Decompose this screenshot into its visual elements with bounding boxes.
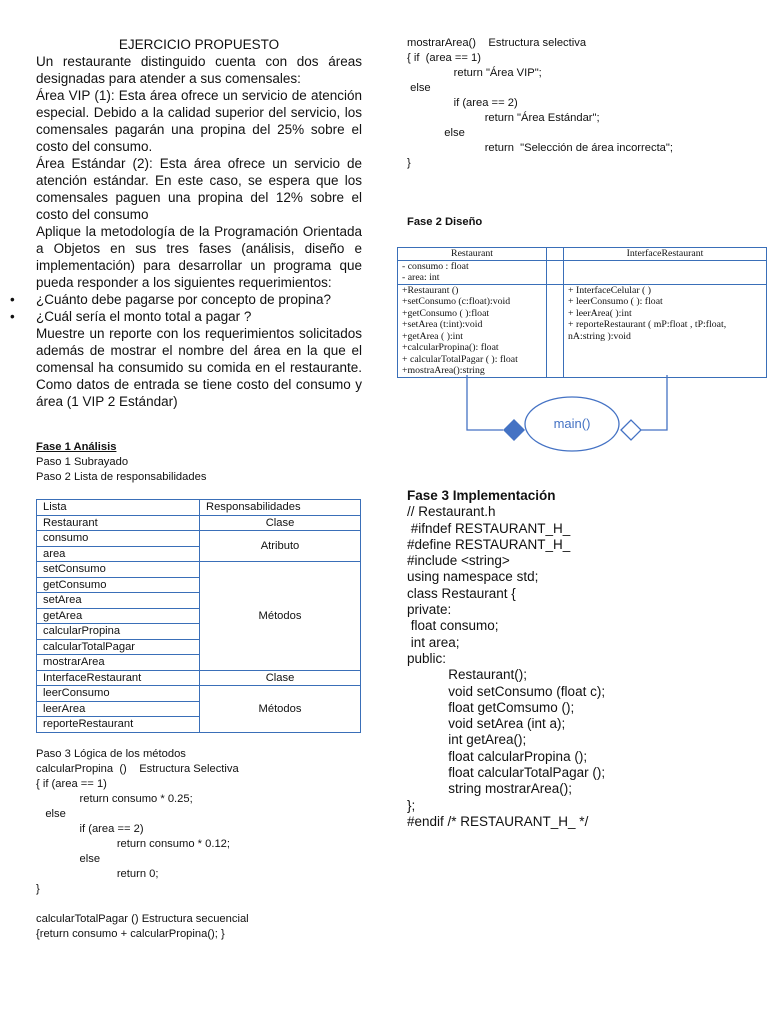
fase2-title: Fase 2 Diseño xyxy=(407,216,483,228)
uml-diagram xyxy=(397,247,767,378)
code-line: else xyxy=(36,852,101,865)
requirement-item: • ¿Cuál sería el monto total a pagar ? xyxy=(36,308,362,325)
uml-spacer xyxy=(547,260,564,284)
code-line: else xyxy=(407,82,431,94)
code-line: #ifndef RESTAURANT_H_ xyxy=(407,520,571,536)
table-header-lista: Lista xyxy=(37,500,200,516)
uml-spacer xyxy=(547,248,564,261)
area-vip-paragraph: Área VIP (1): Esta área ofrece un servicio de atención especial. Debido a la calidad superior del servicio, los comensales pagarán una propina del 25% sobre el costo del consumo. xyxy=(36,88,362,154)
table-cell: setConsumo xyxy=(37,562,200,578)
table-cell: Clase xyxy=(200,515,361,531)
table-cell: mostrarArea xyxy=(37,655,200,671)
table-row xyxy=(37,531,361,547)
code-line: float calcularPropina (); xyxy=(407,748,588,764)
table-cell-metodos: Métodos xyxy=(200,562,361,671)
uml-methods-row xyxy=(398,284,767,377)
uml-method: +mostraArea():string xyxy=(402,365,485,376)
paso1-label: Paso 1 Subrayado xyxy=(36,456,129,468)
uml-method: + calcularTotalPagar ( ): float xyxy=(402,353,518,365)
table-cell: getArea xyxy=(37,608,200,624)
table-row xyxy=(37,515,361,531)
uml-method: +calcularPropina(): float xyxy=(402,342,499,353)
table-cell: InterfaceRestaurant xyxy=(37,670,200,686)
uml-attr: - consumo : float xyxy=(402,260,469,272)
uml-relations xyxy=(397,375,767,475)
table-header-row xyxy=(37,500,361,516)
code-line: { if (area == 1) xyxy=(36,777,107,790)
code-line: float getComsumo (); xyxy=(407,699,575,715)
code-line: Restaurant(); xyxy=(407,667,528,683)
uml-attr: - area: int xyxy=(402,272,440,283)
paso3-title: Paso 3 Lógica de los métodos xyxy=(36,747,186,760)
uml-class-name: Restaurant xyxy=(398,248,547,261)
uml-attrs-row xyxy=(398,260,767,284)
right-column xyxy=(407,36,737,230)
code-line: #define RESTAURANT_H_ xyxy=(407,536,571,552)
code-line: return "Área Estándar"; xyxy=(407,112,600,124)
code-line: } xyxy=(36,882,40,895)
table-cell: Restaurant xyxy=(37,515,200,531)
code-line: using namespace std; xyxy=(407,569,539,585)
code-line: calcularTotalPagar () Estructura secuencial xyxy=(36,912,249,925)
table-cell: consumo xyxy=(37,531,200,547)
uml-method: + reporteRestaurant ( mP:float , tP:float, xyxy=(568,319,727,330)
table-cell: leerConsumo xyxy=(37,686,200,702)
code-line: #include <string> xyxy=(407,553,510,569)
code-line: else xyxy=(407,127,465,139)
fase3-title: Fase 3 Implementación xyxy=(407,488,556,503)
code-line: void setArea (int a); xyxy=(407,716,566,732)
code-line: float calcularTotalPagar (); xyxy=(407,765,606,781)
code-line: void setConsumo (float c); xyxy=(407,683,606,699)
table-cell: reporteRestaurant xyxy=(37,717,200,733)
main-label: main() xyxy=(553,416,591,431)
uml-methods xyxy=(398,284,547,377)
left-column xyxy=(36,36,362,942)
uml-method: +setConsumo (c:float):void xyxy=(402,296,511,307)
table-cell-atributo: Atributo xyxy=(200,531,361,562)
uml-attrs xyxy=(398,260,547,284)
table-cell: Clase xyxy=(200,670,361,686)
code-line: if (area == 2) xyxy=(407,97,518,109)
table-cell: getConsumo xyxy=(37,577,200,593)
code-line: int area; xyxy=(407,634,460,650)
fase3-section xyxy=(407,488,737,830)
code-line: // Restaurant.h xyxy=(407,504,496,520)
uml-method: +getConsumo ( ):float xyxy=(402,307,490,319)
code-line: }; xyxy=(407,797,416,813)
uml-method: +setArea (t:int):void xyxy=(402,319,483,330)
uml-method: + leerArea( ):int xyxy=(568,307,632,319)
code-line: private: xyxy=(407,602,452,618)
code-line: class Restaurant { xyxy=(407,585,516,601)
uml-method: + leerConsumo ( ): float xyxy=(568,296,663,307)
aggregation-line-right xyxy=(641,375,667,430)
paso2-label: Paso 2 Lista de responsabilidades xyxy=(36,471,207,483)
page-title: EJERCICIO PROPUESTO xyxy=(118,37,280,52)
reporte-paragraph: Muestre un reporte con los requerimientos solicitados además de mostrar el nombre del área en la que el comensal ha consumido su comida en el restaurante. Como datos de entrada se tiene costo del consumo y área (1 VIP 2 Estándar) xyxy=(36,326,362,409)
code-line: int getArea(); xyxy=(407,732,527,748)
code-line: #endif /* RESTAURANT_H_ */ xyxy=(407,813,589,829)
uml-method: nA:string ):void xyxy=(568,330,631,342)
uml-header-row xyxy=(398,248,767,261)
table-cell: calcularTotalPagar xyxy=(37,639,200,655)
code-line: if (area == 2) xyxy=(36,822,144,835)
code-line: mostrarArea() Estructura selectiva xyxy=(407,37,587,49)
code-line: { if (area == 1) xyxy=(407,52,482,64)
uml-class-name: InterfaceRestaurant xyxy=(564,248,767,261)
code-line: return consumo * 0.12; xyxy=(36,837,230,850)
table-row xyxy=(37,686,361,702)
aggregation-diamond xyxy=(621,420,641,440)
responsibilities-table xyxy=(36,499,361,733)
code-line: return consumo * 0.25; xyxy=(36,792,193,805)
code-line: string mostrarArea(); xyxy=(407,781,573,797)
code-line: calcularPropina () Estructura Selectiva xyxy=(36,762,239,775)
uml-attrs-empty xyxy=(564,260,767,284)
code-line: public: xyxy=(407,650,447,666)
uml-method: +Restaurant () xyxy=(402,284,459,296)
code-line: return "Área VIP"; xyxy=(407,67,542,79)
composition-diamond xyxy=(503,419,525,441)
table-cell: calcularPropina xyxy=(37,624,200,640)
table-cell-metodos: Métodos xyxy=(200,686,361,733)
requirements-list xyxy=(36,291,362,325)
uml-methods xyxy=(564,284,767,377)
intro-paragraph: Un restaurante distinguido cuenta con dos áreas designadas para atender a sus comensales: xyxy=(36,54,362,86)
code-line: return 0; xyxy=(36,867,159,880)
area-estandar-paragraph: Área Estándar (2): Esta área ofrece un servicio de atención estándar. En este caso, se espera que los comensales paguen una propina del 12% sobre el costo del consumo xyxy=(36,156,362,222)
code-line: return "Selección de área incorrecta"; xyxy=(407,142,673,154)
uml-method: +getArea ( ):int xyxy=(402,330,464,342)
aplique-paragraph: Aplique la metodología de la Programación Orientada a Objetos en sus tres fases (análisis, diseño e implementación) para desarrollar un programa que pueda responder a los siguientes requerimientos: xyxy=(36,224,362,290)
fase1-title: Fase 1 Análisis xyxy=(36,441,117,453)
table-header-responsabilidades: Responsabilidades xyxy=(200,500,361,516)
table-row xyxy=(37,562,361,578)
code-line: {return consumo + calcularPropina(); } xyxy=(36,927,225,940)
table-row xyxy=(37,670,361,686)
uml-method: + InterfaceCelular ( ) xyxy=(568,284,652,296)
table-cell: area xyxy=(37,546,200,562)
code-line: float consumo; xyxy=(407,618,499,634)
code-line: else xyxy=(36,807,66,820)
code-line: } xyxy=(407,157,411,169)
table-cell: leerArea xyxy=(37,701,200,717)
uml-spacer xyxy=(547,284,564,377)
table-cell: setArea xyxy=(37,593,200,609)
requirement-item: • ¿Cuánto debe pagarse por concepto de propina? xyxy=(36,291,362,308)
aggregation-line-left xyxy=(467,375,503,430)
uml-class-table xyxy=(397,247,767,378)
